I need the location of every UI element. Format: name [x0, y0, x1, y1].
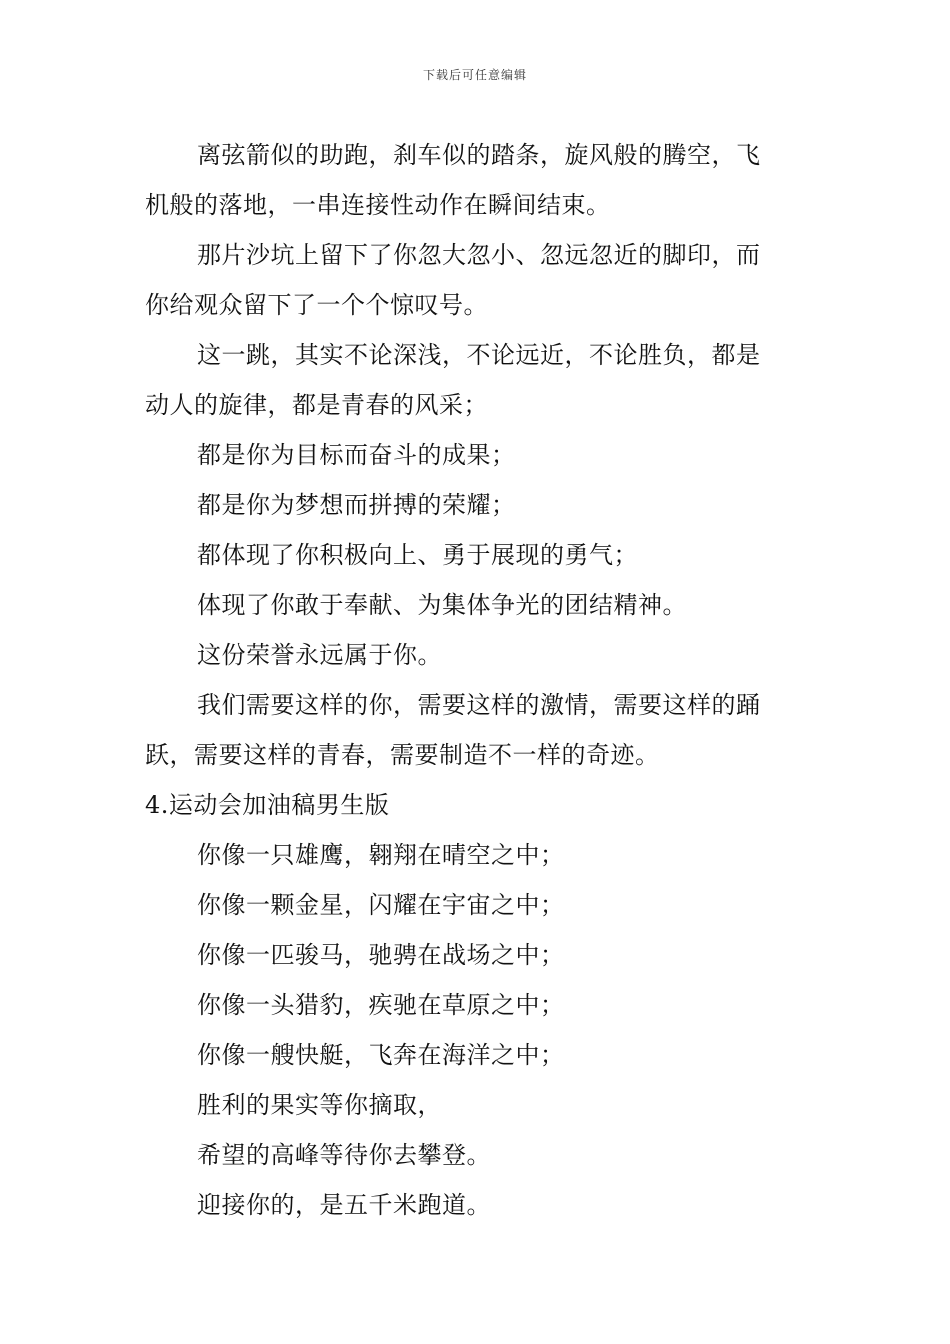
- paragraph-line: 那片沙坑上留下了你忽大忽小、忽远忽近的脚印，而: [197, 241, 761, 269]
- paragraph-line: 这一跳，其实不论深浅，不论远近，不论胜负，都是: [197, 341, 761, 369]
- paragraph-line: 我们需要这样的你，需要这样的激情，需要这样的踊: [197, 691, 761, 719]
- paragraph-line: 你像一颗金星，闪耀在宇宙之中；: [197, 891, 565, 919]
- paragraph-line: 迎接你的，是五千米跑道。: [197, 1191, 491, 1219]
- paragraph-line: 你像一艘快艇，飞奔在海洋之中；: [197, 1041, 565, 1069]
- paragraph-line: 动人的旋律，都是青春的风采；: [145, 391, 488, 419]
- paragraph-line: 你像一匹骏马，驰骋在战场之中；: [197, 941, 565, 969]
- paragraph-line: 胜利的果实等你摘取，: [197, 1091, 442, 1119]
- paragraph-line: 离弦箭似的助跑，刹车似的踏条，旋风般的腾空，飞: [197, 141, 761, 169]
- paragraph-line: 你给观众留下了一个个惊叹号。: [145, 291, 488, 319]
- paragraph-line: 跃，需要这样的青春，需要制造不一样的奇迹。: [145, 741, 660, 769]
- document-body: [145, 130, 805, 1230]
- paragraph-line: 都是你为梦想而拼搏的荣耀；: [197, 491, 516, 519]
- paragraph-line: 都体现了你积极向上、勇于展现的勇气；: [197, 541, 638, 569]
- page-header: 下载后可任意编辑: [422, 68, 527, 82]
- paragraph-line: 你像一头猎豹，疾驰在草原之中；: [197, 991, 565, 1019]
- paragraph-line: 这份荣誉永远属于你。: [197, 641, 442, 669]
- paragraph-line: 机般的落地，一串连接性动作在瞬间结束。: [145, 191, 611, 219]
- paragraph-line: 希望的高峰等待你去攀登。: [197, 1141, 491, 1169]
- paragraph-line: 都是你为目标而奋斗的成果；: [197, 441, 516, 469]
- paragraph-line: 体现了你敢于奉献、为集体争光的团结精神。: [197, 591, 687, 619]
- paragraph-line: 你像一只雄鹰，翱翔在晴空之中；: [197, 841, 565, 869]
- section-heading: 4.运动会加油稿男生版: [145, 791, 390, 819]
